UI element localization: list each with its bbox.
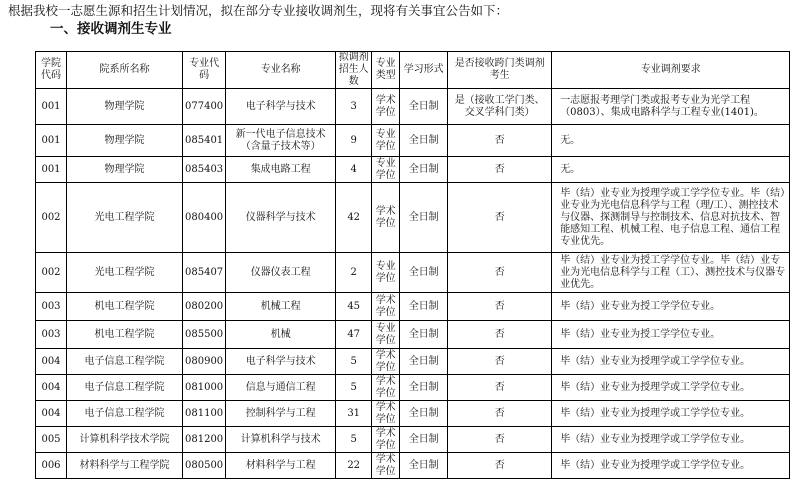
cell-major-name: 电子科学与技术 (226, 349, 336, 375)
cell-college-name: 机电工程学院 (67, 293, 183, 321)
cell-major-code: 085401 (183, 125, 226, 157)
cell-quota: 31 (336, 401, 372, 427)
cell-major-name: 机械工程 (226, 293, 336, 321)
cell-quota: 3 (336, 89, 372, 125)
cell-major-name: 材料科学与工程 (226, 453, 336, 479)
cell-major-code: 080400 (183, 183, 226, 253)
cell-college-code: 002 (36, 253, 67, 293)
cell-requirement: 无。 (552, 157, 790, 183)
cell-type: 学术学位 (372, 427, 400, 453)
cell-major-name: 仪器仪表工程 (226, 253, 336, 293)
col-cross: 是否接收跨门类调剂考生 (448, 52, 552, 89)
cell-cross: 否 (448, 321, 552, 349)
cell-major-name: 集成电路工程 (226, 157, 336, 183)
table-row (36, 253, 790, 293)
cell-cross: 否 (448, 157, 552, 183)
cell-mode: 全日制 (400, 157, 448, 183)
cell-major-name: 仪器科学与技术 (226, 183, 336, 253)
cell-requirement: 毕（结）业专业为授工学学位专业。 (552, 293, 790, 321)
cell-cross: 否 (448, 293, 552, 321)
cell-mode: 全日制 (400, 401, 448, 427)
cell-major-code: 085407 (183, 253, 226, 293)
col-major-name: 专业名称 (226, 52, 336, 89)
cell-type: 专业学位 (372, 321, 400, 349)
cell-college-code: 001 (36, 125, 67, 157)
cell-cross: 否 (448, 125, 552, 157)
cell-mode: 全日制 (400, 183, 448, 253)
cell-requirement: 毕（结）业专业为授理学或工学学位专业。毕（结）业专业为光电信息科学与工程（理/工）、测控技术与仪器、探测制导与控制技术、信息对抗技术、智能感知工程、机械工程、电子信息工程、通信工程专业优先。 (552, 183, 790, 253)
cell-requirement: 毕（结）业专业为授工学学位专业。 (552, 321, 790, 349)
table-row (36, 157, 790, 183)
cell-college-code: 001 (36, 89, 67, 125)
table-row (36, 321, 790, 349)
cell-major-code: 081100 (183, 401, 226, 427)
cell-quota: 5 (336, 349, 372, 375)
cell-college-code: 004 (36, 375, 67, 401)
cell-requirement: 无。 (552, 125, 790, 157)
cell-college-name: 材料科学与工程学院 (67, 453, 183, 479)
cell-major-name: 机械 (226, 321, 336, 349)
cell-mode: 全日制 (400, 89, 448, 125)
cell-quota: 9 (336, 125, 372, 157)
cell-college-name: 光电工程学院 (67, 253, 183, 293)
cell-type: 专业学位 (372, 157, 400, 183)
cell-cross: 否 (448, 427, 552, 453)
cell-mode: 全日制 (400, 293, 448, 321)
col-college-code: 学院代码 (36, 52, 67, 89)
col-college-name: 院系所名称 (67, 52, 183, 89)
cell-college-name: 电子信息工程学院 (67, 375, 183, 401)
table-row (36, 293, 790, 321)
cell-major-code: 085500 (183, 321, 226, 349)
cell-type: 学术学位 (372, 401, 400, 427)
cell-requirement: 一志愿报考理学门类或报考专业为光学工程（0803）、集成电路科学与工程专业(1401)。 (552, 89, 790, 125)
cell-college-code: 005 (36, 427, 67, 453)
col-type: 专业类型 (372, 52, 400, 89)
cell-requirement: 毕（结）业专业为授理学或工学学位专业。 (552, 453, 790, 479)
cell-type: 学术学位 (372, 293, 400, 321)
cell-college-name: 电子信息工程学院 (67, 401, 183, 427)
cell-cross: 否 (448, 375, 552, 401)
cell-mode: 全日制 (400, 349, 448, 375)
col-major-code: 专业代码 (183, 52, 226, 89)
cell-major-code: 081000 (183, 375, 226, 401)
cell-college-code: 006 (36, 453, 67, 479)
cell-mode: 全日制 (400, 321, 448, 349)
cell-type: 学术学位 (372, 183, 400, 253)
cell-college-name: 电子信息工程学院 (67, 349, 183, 375)
cell-major-code: 077400 (183, 89, 226, 125)
cell-major-name: 控制科学与工程 (226, 401, 336, 427)
cell-major-code: 080200 (183, 293, 226, 321)
col-quota: 拟调剂招生人数 (336, 52, 372, 89)
cell-cross: 否 (448, 183, 552, 253)
cell-cross: 否 (448, 253, 552, 293)
adjustment-table (35, 51, 790, 479)
cell-quota: 4 (336, 157, 372, 183)
cell-major-name: 电子科学与技术 (226, 89, 336, 125)
cell-quota: 22 (336, 453, 372, 479)
intro-paragraph: 根据我校一志愿生源和招生计划情况，拟在部分专业接收调剂生，现将有关事宜公告如下： (8, 3, 509, 18)
cell-requirement: 毕（结）业专业为授工学学位专业。毕（结）业专业为光电信息科学与工程（工）、测控技术与仪器专业优先。 (552, 253, 790, 293)
cell-cross: 否 (448, 401, 552, 427)
cell-college-name: 物理学院 (67, 125, 183, 157)
table-row (36, 401, 790, 427)
cell-requirement: 毕（结）业专业为授理学或工学学位专业。 (552, 427, 790, 453)
cell-type: 学术学位 (372, 349, 400, 375)
cell-college-name: 机电工程学院 (67, 321, 183, 349)
cell-college-name: 光电工程学院 (67, 183, 183, 253)
cell-cross: 是（接收工学门类、交叉学科门类） (448, 89, 552, 125)
cell-major-code: 080900 (183, 349, 226, 375)
cell-quota: 47 (336, 321, 372, 349)
cell-type: 学术学位 (372, 375, 400, 401)
cell-mode: 全日制 (400, 453, 448, 479)
cell-college-code: 003 (36, 321, 67, 349)
cell-college-code: 003 (36, 293, 67, 321)
cell-mode: 全日制 (400, 427, 448, 453)
cell-major-name: 新一代电子信息技术（含量子技术等） (226, 125, 336, 157)
col-mode: 学习形式 (400, 52, 448, 89)
table-row (36, 89, 790, 125)
cell-college-code: 002 (36, 183, 67, 253)
cell-cross: 否 (448, 453, 552, 479)
section-heading: 一、接收调剂生专业 (50, 21, 172, 37)
table-row (36, 427, 790, 453)
table-row (36, 183, 790, 253)
cell-type: 学术学位 (372, 89, 400, 125)
cell-cross: 否 (448, 349, 552, 375)
cell-quota: 5 (336, 375, 372, 401)
cell-mode: 全日制 (400, 125, 448, 157)
cell-major-code: 080500 (183, 453, 226, 479)
cell-requirement: 毕（结）业专业为授理学或工学学位专业。 (552, 401, 790, 427)
col-requirement: 专业调剂要求 (552, 52, 790, 89)
cell-quota: 42 (336, 183, 372, 253)
cell-major-name: 信息与通信工程 (226, 375, 336, 401)
cell-requirement: 毕（结）业专业为授理学或工学学位专业。 (552, 375, 790, 401)
cell-quota: 45 (336, 293, 372, 321)
cell-type: 专业学位 (372, 253, 400, 293)
table-body (36, 89, 790, 479)
table-row (36, 375, 790, 401)
table-header (36, 52, 790, 89)
cell-major-code: 081200 (183, 427, 226, 453)
cell-quota: 5 (336, 427, 372, 453)
cell-major-name: 计算机科学与技术 (226, 427, 336, 453)
cell-mode: 全日制 (400, 375, 448, 401)
cell-college-code: 004 (36, 349, 67, 375)
cell-type: 学术学位 (372, 453, 400, 479)
cell-college-code: 001 (36, 157, 67, 183)
table-row (36, 349, 790, 375)
cell-quota: 2 (336, 253, 372, 293)
cell-type: 专业学位 (372, 125, 400, 157)
cell-college-name: 物理学院 (67, 89, 183, 125)
table-row (36, 125, 790, 157)
cell-college-code: 004 (36, 401, 67, 427)
cell-college-name: 物理学院 (67, 157, 183, 183)
table-row (36, 453, 790, 479)
cell-college-name: 计算机科学技术学院 (67, 427, 183, 453)
cell-mode: 全日制 (400, 253, 448, 293)
cell-major-code: 085403 (183, 157, 226, 183)
cell-requirement: 毕（结）业专业为授理学或工学学位专业。 (552, 349, 790, 375)
